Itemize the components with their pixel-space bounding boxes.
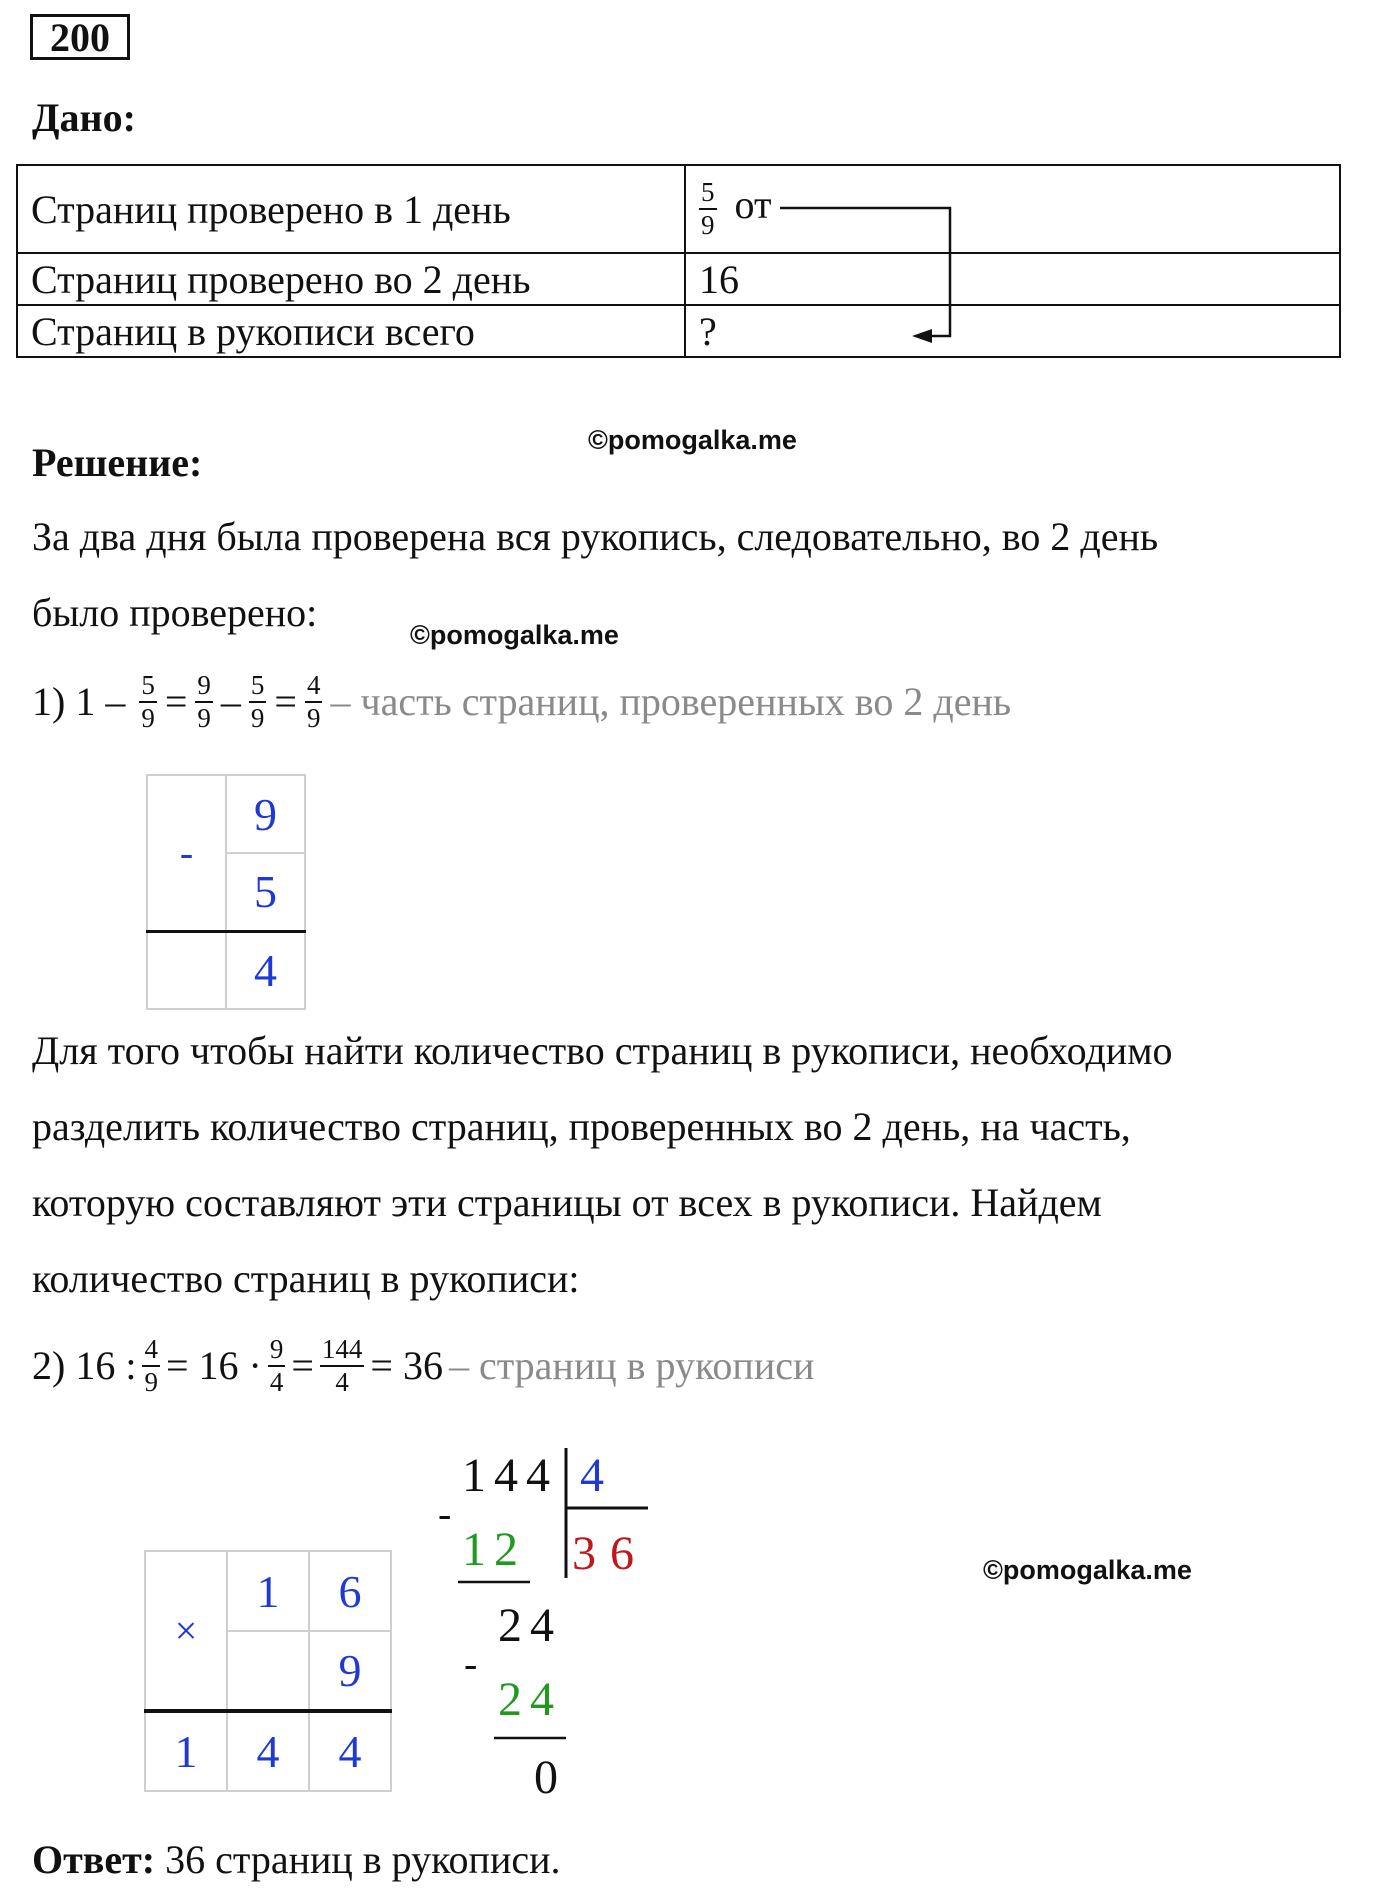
division-minus: -: [438, 1491, 452, 1536]
division-remainder-final: 0: [534, 1751, 566, 1804]
grid-cell: 1: [227, 1551, 309, 1631]
solution-text-line: За два дня была проверена вся рукопись, следовательно, во 2 день: [32, 514, 1159, 559]
solution-text-line: количество страниц в рукописи:: [32, 1256, 580, 1301]
grid-cell: [227, 1631, 309, 1711]
given-heading: Дано:: [32, 95, 136, 140]
equals-sign: =: [164, 679, 188, 724]
fraction: $\frac{9}{4}$: [269, 1334, 284, 1397]
equals-sign: =: [291, 1343, 314, 1388]
answer-line: [32, 1837, 561, 1882]
given-value-of: от: [734, 182, 772, 228]
step1-prefix: 1) 1 –: [32, 679, 126, 724]
subtraction-top: 9: [226, 775, 305, 853]
given-table: [16, 164, 1341, 358]
step2-note: – страниц в рукописи: [448, 1343, 815, 1388]
subtraction-sign: -: [147, 775, 226, 931]
table-row: [17, 305, 1340, 357]
division-quotient: 36: [572, 1527, 648, 1580]
division-lines: [450, 1440, 660, 1750]
step1-note: – часть страниц, проверенных во 2 день: [330, 679, 1012, 724]
minus-sign: –: [220, 679, 241, 724]
given-value-day2: 16: [685, 253, 1340, 305]
subtraction-grid: [146, 774, 306, 1010]
fraction: $\frac{5}{9}$: [250, 670, 265, 733]
fraction: $\frac{9}{9}$: [197, 670, 211, 733]
multiplication-sign: ×: [145, 1551, 227, 1711]
solution-text-line: было проверено:: [32, 590, 318, 635]
grid-cell: 4: [227, 1711, 309, 1791]
answer-label: Ответ:: [32, 1837, 156, 1882]
equals-sign: =: [274, 679, 297, 724]
reference-arrow: [770, 200, 970, 350]
watermark: ©pomogalka.me: [983, 1555, 1192, 1585]
division-dividend: 144: [462, 1449, 558, 1502]
fraction: $\frac{4}{9}$: [144, 1334, 158, 1397]
grid-cell: 6: [309, 1551, 391, 1631]
step2-mid: = 16 ·: [165, 1343, 262, 1388]
division-subtrahend-1: 12: [462, 1523, 526, 1576]
problem-number: 200: [30, 14, 130, 60]
grid-cell: 9: [309, 1631, 391, 1711]
step1-expression: [32, 672, 1011, 732]
step2-expression: [32, 1336, 814, 1396]
subtraction-bottom: 5: [226, 853, 305, 931]
watermark: ©pomogalka.me: [588, 425, 797, 455]
fraction: $\frac{4}{9}$: [306, 670, 321, 733]
multiplication-grid: [144, 1550, 392, 1792]
fraction-five-ninths: $\frac{5}{9}$: [701, 177, 715, 240]
table-row: [17, 253, 1340, 305]
fraction: $\frac{144}{4}$: [321, 1334, 363, 1397]
given-label-total: Страниц в рукописи всего: [17, 305, 685, 357]
fraction: $\frac{5}{9}$: [141, 670, 155, 733]
division-divisor: 4: [580, 1449, 612, 1502]
division-subtrahend-2: 24: [498, 1673, 562, 1726]
grid-cell: 1: [145, 1711, 227, 1791]
solution-text-line: Для того чтобы найти количество страниц в рукописи, необходимо: [32, 1028, 1173, 1073]
given-label-day1: Страниц проверено в 1 день: [17, 165, 685, 253]
subtraction-result: 4: [226, 931, 305, 1009]
solution-text-line: которую составляют эти страницы от всех в рукописи. Найдем: [32, 1180, 1102, 1225]
division-remainder-1: 24: [498, 1599, 562, 1652]
solution-text-line: разделить количество страниц, проверенных во 2 день, на часть,: [32, 1104, 1131, 1149]
answer-text: 36 страниц в рукописи.: [165, 1837, 561, 1882]
table-row: [17, 165, 1340, 253]
grid-cell: [147, 931, 226, 1009]
given-value-total: ?: [685, 305, 1340, 357]
grid-cell: 4: [309, 1711, 391, 1791]
step2-result: = 36: [370, 1343, 443, 1388]
step2-prefix: 2) 16 :: [32, 1343, 137, 1388]
division-minus: -: [464, 1641, 478, 1686]
watermark: ©pomogalka.me: [410, 620, 619, 650]
given-label-day2: Страниц проверено во 2 день: [17, 253, 685, 305]
solution-heading: Решение:: [32, 440, 203, 485]
